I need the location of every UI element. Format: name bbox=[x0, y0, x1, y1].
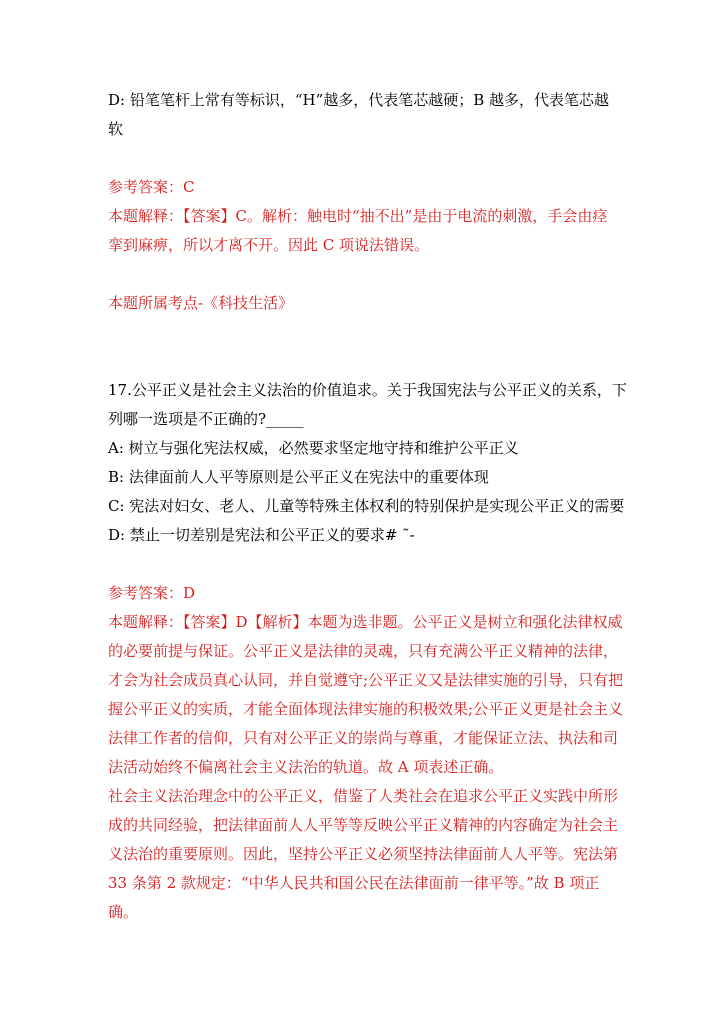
explanation-line-11: 确。 bbox=[108, 903, 139, 921]
explanation-line-3: 才会为社会成员真心认同，并自觉遵守;公平正义又是法律实施的引导，只有把 bbox=[108, 671, 624, 689]
option-b: B: 法律面前人人平等原则是公平正义在宪法中的重要体现 bbox=[108, 468, 489, 486]
prev-explanation-line-1: 本题解释：【答案】C。解析：触电时“抽不出”是由于电流的刺激，手会由痉 bbox=[108, 207, 608, 225]
question-17-answer: 参考答案：D bbox=[108, 584, 196, 602]
explanation-line-7: 社会主义法治理念中的公平正义，借鉴了人类社会在追求公平正义实践中所形 bbox=[108, 787, 619, 805]
explanation-line-1: 本题解释：【答案】D【解析】本题为选非题。公平正义是树立和强化法律权威 bbox=[108, 613, 623, 631]
explanation-line-2: 的必要前提与保证。公平正义是法律的灵魂，只有充满公平正义精神的法律， bbox=[108, 642, 619, 660]
explanation-line-9: 义法治的重要原则。因此，坚持公平正义必须坚持法律面前人人平等。宪法第 bbox=[108, 845, 619, 863]
prev-option-d-line-1: D: 铅笔笔杆上常有等标识，“H”越多，代表笔芯越硬；B 越多，代表笔芯越 bbox=[108, 91, 610, 109]
prev-option-d bbox=[108, 86, 618, 144]
explanation-line-5: 法律工作者的信仰，只有对公平正义的崇尚与尊重，才能保证立法、执法和司 bbox=[108, 729, 619, 747]
option-d: D: 禁止一切差别是宪法和公平正义的要求# ˜- bbox=[108, 526, 415, 544]
explanation-line-10: 33 条第 2 款规定：“中华人民共和国公民在法律面前一律平等。”故 B 项正 bbox=[108, 874, 600, 892]
explanation-line-4: 握公平正义的实质，才能全面体现法律实施的积极效果;公平正义更是社会主义 bbox=[108, 700, 624, 718]
explanation-line-6: 法活动始终不偏离社会主义法治的轨道。故 A 项表述正确。 bbox=[108, 758, 504, 776]
option-a: A: 树立与强化宪法权威，必然要求坚定地守持和维护公平正义 bbox=[108, 439, 519, 457]
explanation-line-8: 成的共同经验，把法律面前人人平等等反映公平正义精神的内容确定为社会主 bbox=[108, 816, 619, 834]
prev-explanation bbox=[108, 202, 618, 260]
question-17-stem bbox=[108, 376, 627, 434]
question-17-options bbox=[108, 434, 625, 550]
question-17-stem-line-2: 列哪一选项是不正确的?_____ bbox=[108, 410, 304, 428]
prev-knowledge-point: 本题所属考点-《科技生活》 bbox=[108, 294, 294, 312]
prev-answer: 参考答案：C bbox=[108, 178, 195, 196]
option-c: C: 宪法对妇女、老人、儿童等特殊主体权利的特别保护是实现公平正义的需要 bbox=[108, 497, 625, 515]
document-page bbox=[108, 86, 627, 927]
question-17-stem-line-1: 17.公平正义是社会主义法治的价值追求。关于我国宪法与公平正义的关系，下 bbox=[108, 381, 627, 399]
question-17-explanation bbox=[108, 608, 624, 927]
prev-option-d-line-2: 软 bbox=[108, 120, 124, 138]
prev-explanation-line-2: 挛到麻痹，所以才离不开。因此 C 项说法错误。 bbox=[108, 236, 430, 254]
